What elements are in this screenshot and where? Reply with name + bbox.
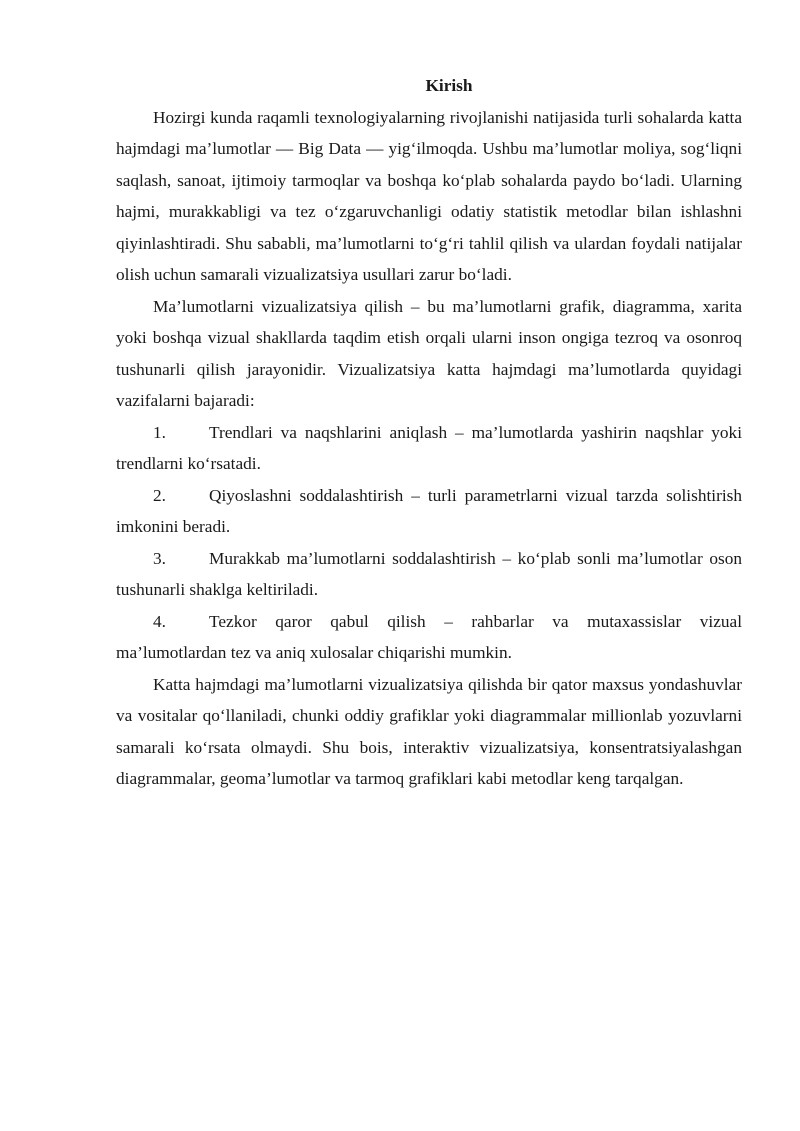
list-item (116, 480, 742, 543)
list-number: 2. (153, 485, 166, 505)
intro-paragraph: Hozirgi kunda raqamli texnologiyalarning rivojlanishi natijasida turli sohalarda katta hajmdagi ma’lumotlar — Big Data — yig‘ilmoqda. Ushbu ma’lumotlar moliya, sog‘liqni saqlash, sanoat, ijtimoiy tarmoqlar va boshqa ko‘plab sohalarda paydo bo‘ladi. Ularning hajmi, murakkabligi va tez o‘zgaruvchanligi odatiy statistik metodlar bilan ishlashni qiyinlashtiradi. Shu sababli, ma’lumotlarni to‘g‘ri tahlil qilish va ulardan foydali natijalar olish uchun samarali vizualizatsiya usullari zarur bo‘ladi. (116, 107, 742, 284)
list-text: Trendlari va naqshlarini aniqlash – ma’lumotlarda yashirin naqshlar yoki trendlarni ko‘rsatadi. (116, 422, 742, 473)
document-page (116, 70, 742, 795)
list-item (116, 417, 742, 480)
definition-paragraph: Ma’lumotlarni vizualizatsiya qilish – bu ma’lumotlarni grafik, diagramma, xarita yoki boshqa vizual shakllarda taqdim etish orqali ularni inson ongiga tezroq va osonroq tushunarli qilish jarayonidir. Vizualizatsiya katta hajmdagi ma’lumotlarda quyidagi vazifalarni bajaradi: (116, 296, 742, 410)
list-number: 3. (153, 548, 166, 568)
list-number: 4. (153, 611, 166, 631)
closing-paragraph: Katta hajmdagi ma’lumotlarni vizualizatsiya qilishda bir qator maxsus yondashuvlar va vositalar qo‘llaniladi, chunki oddiy grafiklar yoki diagrammalar millionlab yozuvlarni samarali ko‘rsata olmaydi. Shu bois, interaktiv vizualizatsiya, konsentratsiyalashgan diagrammalar, geoma’lumotlar va tarmoq grafiklari kabi metodlar keng tarqalgan. (116, 674, 742, 788)
list-item (116, 606, 742, 669)
list-number: 1. (153, 422, 166, 442)
list-text: Tezkor qaror qabul qilish – rahbarlar va mutaxassislar vizual ma’lumotlardan tez va aniq xulosalar chiqarishi mumkin. (116, 611, 742, 662)
list-text: Qiyoslashni soddalashtirish – turli parametrlarni vizual tarzda solishtirish imkonini beradi. (116, 485, 742, 536)
list-text: Murakkab ma’lumotlarni soddalashtirish – ko‘plab sonli ma’lumotlar oson tushunarli shaklga keltiriladi. (116, 548, 742, 599)
list-item (116, 543, 742, 606)
page-title: Kirish (425, 76, 473, 95)
